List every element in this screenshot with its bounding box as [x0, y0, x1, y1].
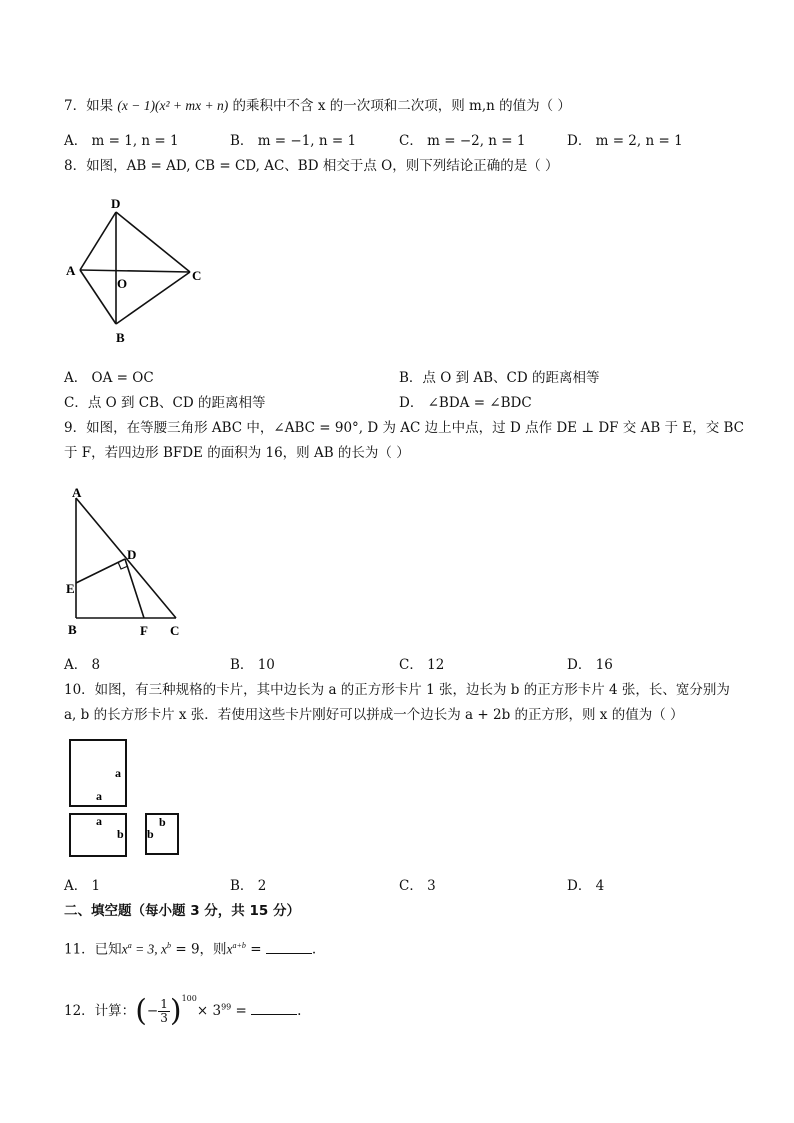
q10-stem-line2: a, b 的长方形卡片 x 张．若使用这些卡片刚好可以拼成一个边长为 a + 2b 的正方形，则 x 的值为（ ） — [64, 707, 684, 723]
q9-segment-ac — [76, 498, 176, 618]
q7-option-d[interactable]: D． m = 2, n = 1 — [567, 133, 683, 149]
q9-option-c[interactable]: C． 12 — [399, 657, 445, 673]
q9-option-a[interactable]: A． 8 — [64, 657, 101, 673]
q8-label-b: B — [116, 330, 125, 345]
q7-option-b[interactable]: B． m = −1, n = 1 — [230, 133, 357, 149]
q12-left-paren: ( — [135, 993, 147, 1029]
q8-stem: 8．如图，AB = AD, CB = CD, AC、BD 相交于点 O，则下列结论正确的是（ ） — [64, 158, 559, 174]
q11-answer-blank[interactable] — [266, 941, 312, 954]
q8-segment-ab — [80, 270, 116, 324]
q7-stem — [64, 97, 571, 115]
q10-label-a-bottom: a — [96, 789, 102, 803]
q10-option-b[interactable]: B． 2 — [230, 878, 267, 894]
q10-label-a-side: a — [115, 766, 121, 780]
q7-expression: (x − 1)(x² + mx + n) — [117, 98, 229, 113]
q8-label-d: D — [111, 196, 121, 211]
q12-eq: = — [231, 1003, 252, 1019]
q12-times: × 3 — [196, 1003, 222, 1019]
q8-option-b[interactable]: B．点 O 到 AB、CD 的距离相等 — [399, 370, 600, 386]
q11-exp-ab: a+b — [232, 941, 246, 950]
q11-exp-a: a — [127, 941, 132, 950]
q9-label-b: B — [68, 622, 77, 637]
q9-option-d[interactable]: D． 16 — [567, 657, 613, 673]
section2-title: 二、填空题（每小题 3 分，共 15 分） — [64, 903, 300, 919]
q11-exp-b: b — [167, 941, 172, 950]
q11-mid2: = 9，则 — [171, 941, 227, 958]
q12-prefix: 12．计算： — [64, 1003, 136, 1019]
q11-stem — [64, 937, 316, 959]
q8-label-c: C — [192, 268, 202, 283]
q9-option-b[interactable]: B． 10 — [230, 657, 275, 673]
q8-option-c[interactable]: C．点 O 到 CB、CD 的距离相等 — [64, 395, 266, 411]
q10-square-b-label-top: b — [159, 815, 166, 829]
q8-segment-dc — [116, 212, 190, 272]
q12-exp: 100 — [181, 994, 197, 1003]
q10-rect-label-b: b — [117, 827, 124, 841]
q10-option-d[interactable]: D． 4 — [567, 878, 605, 894]
q11-end: . — [311, 941, 317, 958]
q8-figure — [60, 192, 220, 352]
q7-option-a[interactable]: A． m = 1, n = 1 — [64, 133, 179, 149]
q9-label-c: C — [170, 623, 180, 638]
q9-label-d: D — [127, 547, 137, 562]
q12-fraction — [158, 998, 170, 1025]
q9-label-e: E — [66, 581, 75, 596]
q11-eq: = — [245, 941, 266, 958]
q11-mid: = 3, x — [131, 941, 168, 957]
q10-option-a[interactable]: A． 1 — [64, 878, 101, 894]
q7-option-c[interactable]: C． m = −2, n = 1 — [399, 133, 526, 149]
q8-option-a[interactable]: A． OA = OC — [64, 370, 154, 386]
q12-minus: − — [146, 1003, 159, 1019]
q7-prefix: 7．如果 — [64, 98, 114, 114]
q7-suffix: 的乘积中不含 x 的一次项和二次项，则 m,n 的值为（ ） — [232, 98, 571, 114]
q9-stem-line1: 9．如图，在等腰三角形 ABC 中，∠ABC = 90°, D 为 AC 边上中点，过 D 点作 DE ⊥ DF 交 AB 于 E，交 BC — [64, 420, 744, 436]
q10-figure — [62, 734, 192, 864]
q11-x2: x — [226, 941, 233, 957]
q9-figure — [60, 482, 190, 642]
q12-exp2: 99 — [221, 1002, 232, 1012]
q8-label-a: A — [66, 263, 76, 278]
q10-stem-line1: 10．如图，有三种规格的卡片，其中边长为 a 的正方形卡片 1 张，边长为 b 的正方形卡片 4 张，长、宽分别为 — [64, 682, 730, 698]
q12-right-paren: ) — [169, 993, 182, 1029]
q12-numerator: 1 — [160, 997, 168, 1011]
q12-denominator: 3 — [160, 1011, 168, 1025]
q11-x: x — [121, 941, 128, 957]
q8-segment-ad — [80, 212, 116, 270]
q12-stem — [64, 982, 301, 1029]
q12-answer-blank[interactable] — [251, 1002, 297, 1015]
q9-label-f: F — [140, 623, 148, 638]
q10-rect-label-a: a — [96, 814, 102, 828]
q9-stem-line2: 于 F，若四边形 BFDE 的面积为 16，则 AB 的长为（ ） — [64, 445, 410, 461]
q12-end: . — [297, 1003, 302, 1019]
q11-prefix: 11．已知 — [64, 941, 122, 958]
q8-label-o: O — [117, 276, 128, 291]
q8-segment-ac — [80, 270, 190, 272]
q10-option-c[interactable]: C． 3 — [399, 878, 436, 894]
q8-option-d[interactable]: D． ∠BDA = ∠BDC — [399, 395, 532, 411]
q10-square-b-label-side: b — [147, 827, 154, 841]
q9-label-a: A — [72, 485, 82, 500]
